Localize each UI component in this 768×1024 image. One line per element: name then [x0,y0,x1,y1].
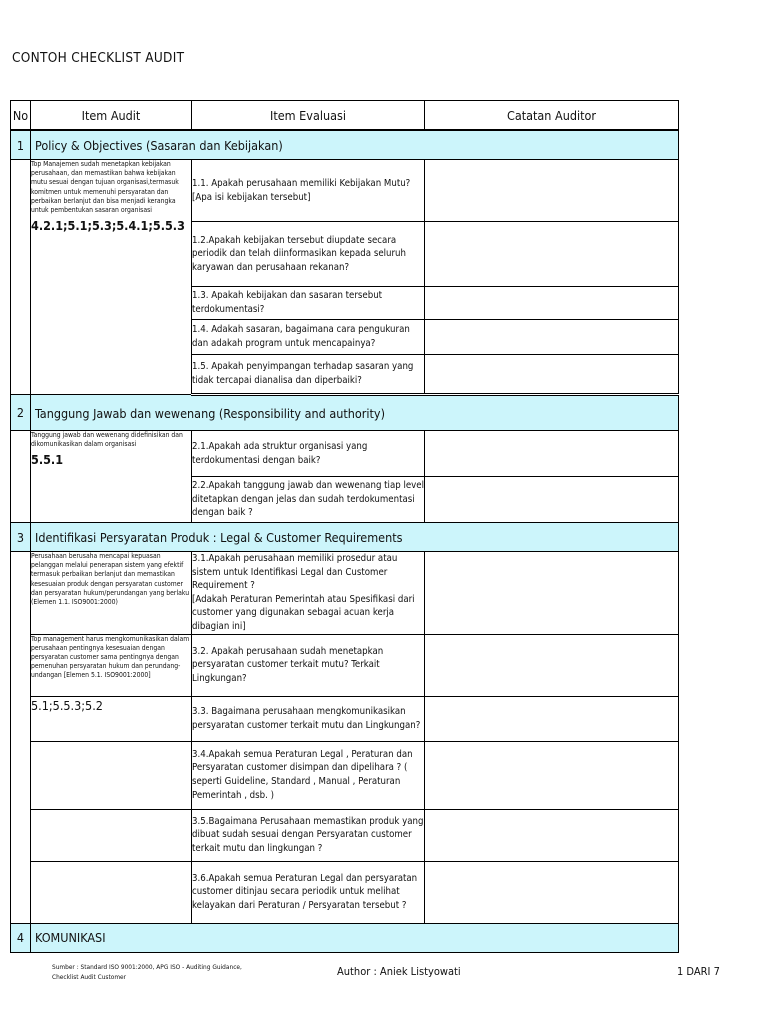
audit-checklist-table [10,100,679,953]
evaluation-cell: 1.1. Apakah perusahaan memiliki Kebijakan Mutu? [Apa isi kebijakan tersebut] [192,160,425,222]
item-audit-cell [31,431,192,523]
item-audit-text: Tanggung jawab dan wewenang didefinisikan dan dikomunikasikan dalam organisasi [31,431,183,449]
evaluation-cell: 2.2.Apakah tanggung jawab dan wewenang tiap level ditetapkan dengan jelas dan sudah terdokumentasi dengan baik ? [192,477,425,523]
item-audit-text: Top Manajemen sudah menetapkan kebijakan perusahaan, dan memastikan bahwa kebijakan mutu sesuai dengan tujuan organisasi,termasuk komitmen untuk memenuhi persyaratan dan perbaikan berlanjut dan bisa menjadi kerangka untuk pembentukan sasaran organisasi [31,160,179,215]
table-row [11,809,679,861]
auditor-notes-cell[interactable] [425,355,679,395]
auditor-notes-cell[interactable] [425,634,679,696]
evaluation-cell: 1.4. Adakah sasaran, bagaimana cara pengukuran dan adakah program untuk mencapainya? [192,320,425,355]
section-title: Tanggung Jawab dan wewenang (Responsibility and authority) [31,395,679,431]
auditor-notes-cell[interactable] [425,222,679,287]
header-item-evaluasi: Item Evaluasi [192,101,425,131]
evaluation-cell: 2.1.Apakah ada struktur organisasi yang terdokumentasi dengan baik? [192,431,425,477]
auditor-notes-cell[interactable] [425,477,679,523]
evaluation-cell: 3.1.Apakah perusahaan memiliki prosedur atau sistem untuk Identifikasi Legal dan Customer Requirement ? [Adakah Peraturan Pemerintah atau Spesifikasi dari customer yang digunakan sebagai acuan kerja dibagian ini] [192,552,425,635]
page-title: CONTOH CHECKLIST AUDIT [12,50,185,66]
section-row [11,130,679,160]
section-row [11,395,679,431]
header-no: No [11,101,31,131]
auditor-notes-cell[interactable] [425,160,679,222]
section-title: Policy & Objectives (Sasaran dan Kebijakan) [31,130,679,160]
section-row [11,523,679,552]
footer-source [52,962,242,982]
section-title: KOMUNIKASI [31,923,679,952]
auditor-notes-cell[interactable] [425,809,679,861]
evaluation-cell: 3.5.Bagaimana Perusahaan memastikan produk yang dibuat sudah sesuai dengan Persyaratan customer terkait mutu dan lingkungan ? [192,809,425,861]
section-number: 3 [11,523,31,552]
table-row [11,431,679,477]
footer-source-line: Checklist Audit Customer [52,973,127,981]
table-row [11,696,679,741]
footer-page-number: 1 DARI 7 [677,965,720,978]
item-audit-reference: 5.5.1 [31,452,64,468]
section-number: 1 [11,130,31,160]
evaluation-cell: 1.5. Apakah penyimpangan terhadap sasaran yang tidak tercapai dianalisa dan diperbaiki? [192,355,425,395]
section-title: Identifikasi Persyaratan Produk : Legal & Customer Requirements [31,523,679,552]
item-audit-reference: 4.2.1;5.1;5.3;5.4.1;5.5.3 [31,218,185,234]
item-audit-reference: 5.1;5.5.3;5.2 [31,696,192,741]
table-header-row [11,101,679,131]
evaluation-cell: 1.2.Apakah kebijakan tersebut diupdate secara periodik dan telah diinformasikan kepada seluruh karyawan dan perusahaan rekanan? [192,222,425,287]
auditor-notes-cell[interactable] [425,696,679,741]
auditor-notes-cell[interactable] [425,552,679,635]
evaluation-cell: 1.3. Apakah kebijakan dan sasaran tersebut terdokumentasi? [192,287,425,320]
table-row [11,861,679,923]
item-audit-text: Top management harus mengkomunikasikan dalam perusahaan pentingnya kesesuaian dengan persyaratan customer sama pentingnya dengan pemenuhan persyaratan hukum dan perundang-undangan [Elemen 5.1. ISO9001:2000] [31,634,190,680]
evaluation-cell: 3.4.Apakah semua Peraturan Legal , Peraturan dan Persyaratan customer disimpan dan dipelihara ? ( seperti Guideline, Standard , Manual , Peraturan Pemerintah , dsb. ) [192,741,425,809]
auditor-notes-cell[interactable] [425,741,679,809]
table-row [11,634,679,696]
table-row [11,160,679,222]
section-row [11,923,679,952]
table-row [11,552,679,635]
table-row [11,741,679,809]
evaluation-cell: 3.6.Apakah semua Peraturan Legal dan persyaratan customer ditinjau secara periodik untuk melihat kelayakan dari Peraturan / Persyaratan tersebut ? [192,861,425,923]
auditor-notes-cell[interactable] [425,861,679,923]
auditor-notes-cell[interactable] [425,320,679,355]
auditor-notes-cell[interactable] [425,431,679,477]
header-item-audit: Item Audit [31,101,192,131]
footer-author: Author : Aniek Listyowati [337,965,461,978]
item-audit-text: Perusahaan berusaha mencapai kepuasan pelanggan melalui penerapan sistem yang efektif termasuk perbaikan berlanjut dan memastikan kesesuaian produk dengan persyaratan customer dan persyaratan hukum/perundangan yang berlaku (Elemen 1.1. ISO9001:2000) [31,552,190,607]
header-catatan-auditor: Catatan Auditor [425,101,679,131]
section-number: 2 [11,395,31,431]
item-audit-cell [31,160,192,395]
evaluation-cell: 3.3. Bagaimana perusahaan mengkomunikasikan persyaratan customer terkait mutu dan Lingkungan? [192,696,425,741]
item-audit-cell [31,634,192,696]
auditor-notes-cell[interactable] [425,287,679,320]
footer-source-line: Sumber : Standard ISO 9001:2000, APG ISO - Auditing Guidance, [52,963,242,971]
item-audit-cell [31,552,192,635]
section-number: 4 [11,923,31,952]
evaluation-cell: 3.2. Apakah perusahaan sudah menetapkan persyaratan customer terkait mutu? Terkait Lingkungan? [192,634,425,696]
